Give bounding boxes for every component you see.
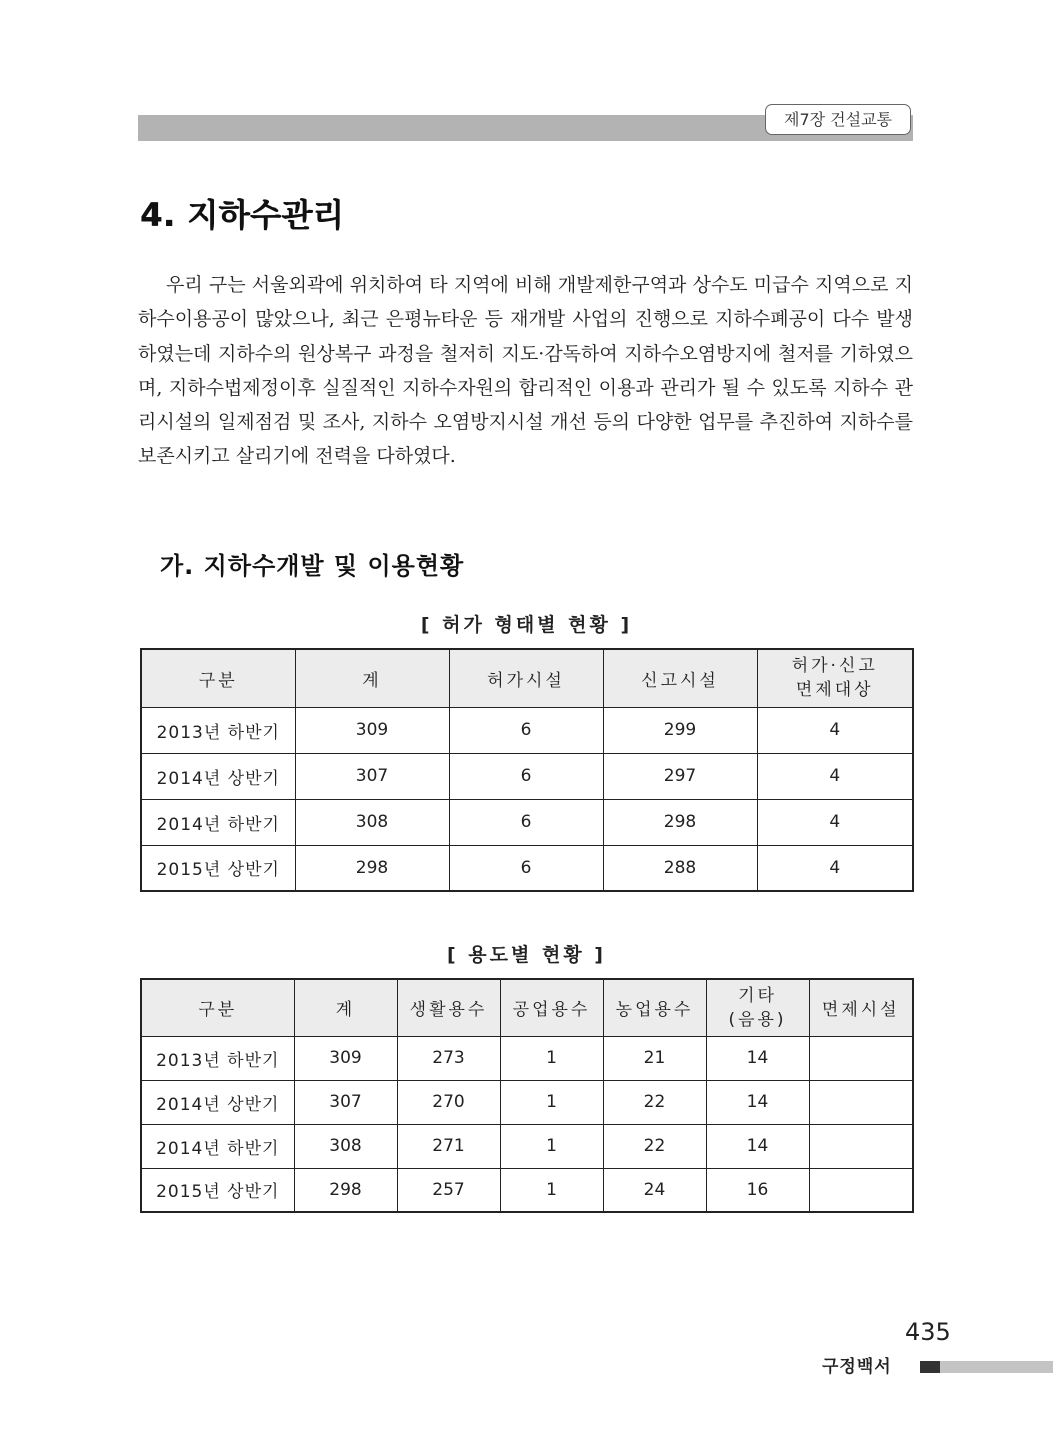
cell-other: 14	[706, 1124, 809, 1168]
cell-report: 297	[603, 753, 757, 799]
cell-report: 299	[603, 707, 757, 753]
cell-domestic: 270	[397, 1080, 500, 1124]
table-header-row	[141, 649, 913, 707]
cell-total: 308	[294, 1124, 397, 1168]
table2-caption: [ 용도별 현황 ]	[447, 944, 606, 966]
header-total: 계	[294, 979, 397, 1036]
header-exempt-facility: 면제시설	[809, 979, 913, 1036]
footer-bar-light	[940, 1361, 1053, 1373]
table-row	[141, 1168, 913, 1212]
table-row	[141, 845, 913, 891]
cell-industrial: 1	[500, 1168, 603, 1212]
table-row	[141, 753, 913, 799]
subsection-title: 가. 지하수개발 및 이용현황	[160, 552, 465, 580]
cell-industrial: 1	[500, 1080, 603, 1124]
cell-permit: 6	[449, 753, 603, 799]
cell-exempt	[809, 1080, 913, 1124]
table-header-row	[141, 979, 913, 1036]
header-permit-facility: 허가시설	[449, 649, 603, 707]
row-label: 2015년 상반기	[141, 1168, 294, 1212]
cell-total: 307	[294, 1080, 397, 1124]
table-row	[141, 1036, 913, 1080]
header-exempt-line1: 허가·신고	[791, 656, 878, 677]
row-label: 2014년 하반기	[141, 799, 295, 845]
cell-permit: 6	[449, 799, 603, 845]
header-other-line2: (음용)	[728, 1009, 787, 1030]
cell-total: 298	[294, 1168, 397, 1212]
section-title: 4. 지하수관리	[140, 196, 345, 234]
header-report-facility: 신고시설	[603, 649, 757, 707]
cell-permit: 6	[449, 845, 603, 891]
header-category: 구분	[141, 979, 294, 1036]
row-label: 2013년 하반기	[141, 1036, 294, 1080]
row-label: 2015년 상반기	[141, 845, 295, 891]
footer-bar-dark	[920, 1361, 940, 1373]
cell-agricultural: 24	[603, 1168, 706, 1212]
cell-report: 298	[603, 799, 757, 845]
table-row	[141, 1124, 913, 1168]
header-domestic: 생활용수	[397, 979, 500, 1036]
cell-agricultural: 22	[603, 1080, 706, 1124]
cell-total: 298	[295, 845, 449, 891]
cell-domestic: 271	[397, 1124, 500, 1168]
header-agricultural: 농업용수	[603, 979, 706, 1036]
cell-exempt	[809, 1168, 913, 1212]
table-row	[141, 1080, 913, 1124]
header-exempt	[757, 649, 913, 707]
page-number: 435	[905, 1318, 951, 1346]
cell-permit: 6	[449, 707, 603, 753]
cell-report: 288	[603, 845, 757, 891]
body-paragraph: 우리 구는 서울외곽에 위치하여 타 지역에 비해 개발제한구역과 상수도 미급수 지역으로 지하수이용공이 많았으나, 최근 은평뉴타운 등 재개발 사업의 진행으로 지하수폐공이 다수 발생하였는데 지하수의 원상복구 과정을 철저히 지도·감독하여 지하수오염방지에 철저를 기하였으며, 지하수법제정이후 실질적인 지하수자원의 합리적인 이용과 관리가 될 수 있도록 지하수 관리시설의 일제점검 및 조사, 지하수 오염방지시설 개선 등의 다양한 업무를 추진하여 지하수를 보존시키고 살리기에 전력을 다하였다.	[138, 274, 913, 468]
cell-other: 16	[706, 1168, 809, 1212]
cell-domestic: 273	[397, 1036, 500, 1080]
header-industrial: 공업용수	[500, 979, 603, 1036]
header-exempt-line2: 면제대상	[795, 680, 874, 701]
cell-agricultural: 22	[603, 1124, 706, 1168]
cell-total: 309	[295, 707, 449, 753]
publication-title: 구정백서	[822, 1357, 892, 1377]
permit-type-table	[140, 648, 914, 892]
cell-exempt: 4	[757, 845, 913, 891]
table-row	[141, 799, 913, 845]
header-other	[706, 979, 809, 1036]
cell-exempt: 4	[757, 799, 913, 845]
row-label: 2014년 상반기	[141, 1080, 294, 1124]
cell-total: 308	[295, 799, 449, 845]
header-total: 계	[295, 649, 449, 707]
cell-exempt: 4	[757, 753, 913, 799]
cell-other: 14	[706, 1080, 809, 1124]
chapter-tag: 제7장 건설교통	[765, 104, 911, 135]
cell-total: 307	[295, 753, 449, 799]
cell-agricultural: 21	[603, 1036, 706, 1080]
row-label: 2014년 상반기	[141, 753, 295, 799]
cell-industrial: 1	[500, 1036, 603, 1080]
cell-domestic: 257	[397, 1168, 500, 1212]
table-row	[141, 707, 913, 753]
cell-exempt	[809, 1124, 913, 1168]
header-category: 구분	[141, 649, 295, 707]
usage-type-table	[140, 978, 914, 1213]
cell-industrial: 1	[500, 1124, 603, 1168]
row-label: 2014년 하반기	[141, 1124, 294, 1168]
header-other-line1: 기타	[738, 985, 777, 1006]
cell-exempt	[809, 1036, 913, 1080]
cell-other: 14	[706, 1036, 809, 1080]
table1-caption: [ 허가 형태별 현황 ]	[420, 614, 633, 636]
cell-total: 309	[294, 1036, 397, 1080]
cell-exempt: 4	[757, 707, 913, 753]
row-label: 2013년 하반기	[141, 707, 295, 753]
